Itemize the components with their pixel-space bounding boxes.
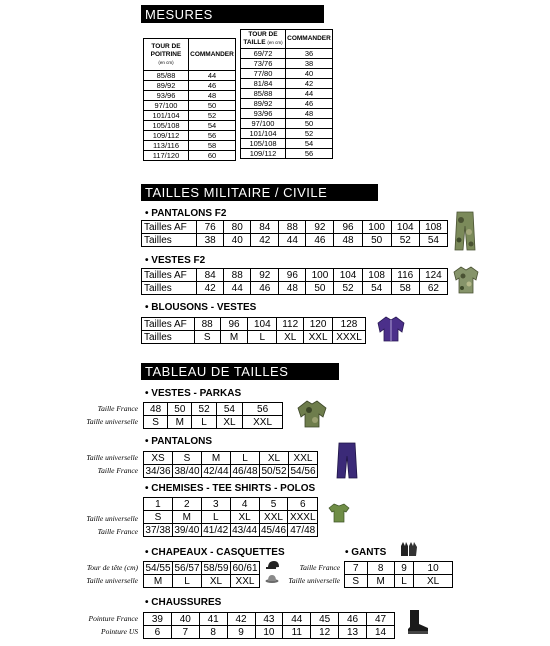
table-cell: 41/42 bbox=[203, 524, 229, 536]
chest-header: TOUR DE POITRINE (en cm) bbox=[144, 39, 189, 71]
chemises-table bbox=[143, 497, 318, 537]
table-cell: 42 bbox=[197, 282, 224, 295]
table-cell: 50 bbox=[306, 282, 334, 295]
table-cell: 58 bbox=[391, 282, 419, 295]
hat-icon bbox=[265, 574, 279, 584]
table-cell: 47 bbox=[367, 613, 395, 626]
green-tshirt-icon bbox=[328, 503, 350, 523]
table-cell: 97/100 bbox=[144, 101, 189, 111]
table-cell: 116 bbox=[391, 269, 419, 282]
table-cell: 12 bbox=[311, 626, 339, 639]
table-cell: 108 bbox=[419, 221, 447, 234]
table-cell: 104 bbox=[248, 318, 277, 331]
table-cell: M bbox=[202, 452, 231, 465]
table-cell: 10 bbox=[255, 626, 283, 639]
table-cell: S bbox=[144, 416, 168, 429]
table-cell: XL bbox=[202, 575, 231, 588]
pant-label-universelle: Taille universelle bbox=[86, 453, 138, 462]
table-row bbox=[144, 452, 318, 465]
table-cell: 54/55 bbox=[145, 562, 171, 574]
table-cell: 54 bbox=[189, 121, 236, 131]
mesures-header bbox=[141, 5, 324, 23]
table-cell: 84 bbox=[251, 221, 279, 234]
table-row bbox=[144, 111, 236, 121]
table-cell: 69/72 bbox=[241, 49, 286, 59]
table-cell: 8 bbox=[199, 626, 227, 639]
table-cell: 100 bbox=[362, 221, 391, 234]
table-cell: L bbox=[248, 331, 277, 344]
table-cell: 96 bbox=[279, 269, 306, 282]
table-cell: 37/38 bbox=[145, 524, 171, 536]
chap-label-universelle: Taille universelle bbox=[86, 576, 138, 585]
table-cell: 104 bbox=[334, 269, 362, 282]
table-cell: 101/104 bbox=[241, 129, 286, 139]
table-cell: 42 bbox=[286, 79, 333, 89]
table-cell: 44 bbox=[189, 71, 236, 81]
order-header: COMMANDER bbox=[286, 30, 333, 49]
table-cell: 85/88 bbox=[241, 89, 286, 99]
table-cell: 1 bbox=[144, 498, 173, 511]
table-cell: 43 bbox=[255, 613, 283, 626]
table-cell: 92 bbox=[251, 269, 279, 282]
table-cell: 76 bbox=[197, 221, 224, 234]
table-cell: 45 bbox=[311, 613, 339, 626]
chest-measure-table bbox=[143, 38, 236, 161]
table-cell: 85/88 bbox=[144, 71, 189, 81]
table-cell: XXXL bbox=[333, 331, 366, 344]
table-row bbox=[345, 562, 453, 575]
table-cell: 80 bbox=[224, 221, 251, 234]
table-row bbox=[144, 626, 395, 639]
table-row bbox=[144, 141, 236, 151]
table-cell: 42 bbox=[251, 234, 279, 247]
table-cell: 92 bbox=[306, 221, 334, 234]
table-cell: S bbox=[194, 331, 220, 344]
chap-label-tour: Tour de tête (cm) bbox=[86, 563, 138, 572]
chaus-label-france: Pointure France bbox=[88, 614, 138, 623]
table-row bbox=[144, 71, 236, 81]
row-label: Tailles AF bbox=[142, 221, 197, 234]
vestes-f2-heading: • VESTES F2 bbox=[145, 255, 206, 266]
table-cell: 4 bbox=[230, 498, 259, 511]
chaussures-heading: • CHAUSSURES bbox=[145, 597, 222, 608]
tableau-title: TABLEAU DE TAILLES bbox=[145, 364, 289, 379]
table-cell: 48 bbox=[334, 234, 362, 247]
row-label: Tailles AF bbox=[142, 269, 197, 282]
table-cell: 11 bbox=[283, 626, 311, 639]
chem-label-universelle: Taille universelle bbox=[86, 514, 138, 523]
table-cell: 88 bbox=[194, 318, 220, 331]
table-cell: 6 bbox=[288, 498, 318, 511]
table-cell: M bbox=[168, 416, 192, 429]
purple-pants-icon bbox=[336, 442, 358, 480]
chapeaux-heading: • CHAPEAUX - CASQUETTES bbox=[145, 547, 285, 558]
table-row bbox=[142, 331, 366, 344]
table-row bbox=[241, 89, 333, 99]
table-cell: 44 bbox=[283, 613, 311, 626]
table-cell: 7 bbox=[345, 562, 368, 575]
table-cell: 93/96 bbox=[241, 109, 286, 119]
row-label: Tailles bbox=[142, 282, 197, 295]
row-label: Tailles AF bbox=[142, 318, 195, 331]
table-cell: 39/40 bbox=[174, 524, 200, 536]
gants-label-france: Taille France bbox=[299, 563, 340, 572]
table-row bbox=[144, 101, 236, 111]
table-cell: 108 bbox=[362, 269, 391, 282]
vp-label-universelle: Taille universelle bbox=[86, 417, 138, 426]
table-cell: 9 bbox=[227, 626, 255, 639]
tableau-header bbox=[141, 363, 339, 380]
waist-header: TOUR DE TAILLE (en cm) bbox=[241, 30, 286, 49]
table-row bbox=[144, 403, 283, 416]
table-cell: 46/48 bbox=[232, 465, 258, 477]
camo-jacket-icon bbox=[453, 266, 479, 294]
table-row bbox=[142, 269, 448, 282]
table-cell: 60 bbox=[189, 151, 236, 161]
table-cell: 52 bbox=[334, 282, 362, 295]
pantalons-table bbox=[143, 451, 318, 478]
table-cell: 38/40 bbox=[174, 465, 200, 477]
table-cell: 104 bbox=[391, 221, 419, 234]
table-row bbox=[241, 69, 333, 79]
table-cell: L bbox=[192, 416, 216, 429]
table-cell: XXL bbox=[289, 452, 318, 465]
table-cell: 124 bbox=[419, 269, 447, 282]
table-cell: 84 bbox=[197, 269, 224, 282]
table-cell: 6 bbox=[144, 626, 172, 639]
table-cell: 45/46 bbox=[260, 524, 287, 536]
order-header: COMMANDER bbox=[189, 39, 236, 71]
table-cell: 48 bbox=[286, 109, 333, 119]
table-cell: 52 bbox=[391, 234, 419, 247]
pant-label-france: Taille France bbox=[97, 466, 138, 475]
table-cell: XXL bbox=[259, 511, 288, 524]
table-cell: 40 bbox=[171, 613, 199, 626]
table-cell: 36 bbox=[286, 49, 333, 59]
table-cell: 44 bbox=[286, 89, 333, 99]
table-cell: 14 bbox=[367, 626, 395, 639]
gants-heading: • GANTS bbox=[345, 547, 387, 558]
table-cell: 52 bbox=[192, 403, 216, 416]
table-row bbox=[241, 149, 333, 159]
table-cell: 105/108 bbox=[241, 139, 286, 149]
purple-jacket-icon bbox=[377, 316, 405, 342]
table-cell: 5 bbox=[259, 498, 288, 511]
table-cell: 88 bbox=[279, 221, 306, 234]
table-cell: 113/116 bbox=[144, 141, 189, 151]
table-row bbox=[241, 49, 333, 59]
table-cell: 97/100 bbox=[241, 119, 286, 129]
table-cell: 8 bbox=[367, 562, 394, 575]
table-cell: 73/76 bbox=[241, 59, 286, 69]
table-row bbox=[241, 109, 333, 119]
table-cell: S bbox=[144, 511, 173, 524]
table-cell: 38 bbox=[286, 59, 333, 69]
table-cell: 56/57 bbox=[174, 562, 200, 574]
table-row bbox=[142, 318, 366, 331]
table-cell: XXL bbox=[243, 416, 283, 429]
vestes-parkas-heading: • VESTES - PARKAS bbox=[145, 388, 242, 399]
table-cell: 120 bbox=[304, 318, 333, 331]
table-row bbox=[144, 416, 283, 429]
table-cell: 52 bbox=[286, 129, 333, 139]
table-row bbox=[241, 59, 333, 69]
table-cell: 39 bbox=[144, 613, 172, 626]
table-row bbox=[241, 139, 333, 149]
table-row bbox=[241, 129, 333, 139]
table-cell: 13 bbox=[339, 626, 367, 639]
table-cell: 9 bbox=[394, 562, 413, 575]
gants-label-universelle: Taille universelle bbox=[288, 576, 340, 585]
table-row bbox=[144, 562, 260, 575]
table-cell: 40 bbox=[224, 234, 251, 247]
table-cell: 46 bbox=[251, 282, 279, 295]
table-cell: 54/56 bbox=[290, 465, 316, 477]
table-cell: 58/59 bbox=[203, 562, 229, 574]
table-row bbox=[142, 282, 448, 295]
chapeaux-table bbox=[143, 561, 260, 588]
table-row bbox=[144, 131, 236, 141]
table-cell: XXL bbox=[231, 575, 260, 588]
table-cell: 7 bbox=[171, 626, 199, 639]
table-cell: 10 bbox=[414, 562, 453, 575]
table-cell: 54 bbox=[419, 234, 447, 247]
table-cell: L bbox=[201, 511, 230, 524]
table-row bbox=[144, 511, 318, 524]
table-cell: XXL bbox=[304, 331, 333, 344]
vp-label-france: Taille France bbox=[97, 404, 138, 413]
table-cell: 42/44 bbox=[203, 465, 229, 477]
table-cell: M bbox=[172, 511, 201, 524]
table-cell: 101/104 bbox=[144, 111, 189, 121]
table-cell: 60/61 bbox=[232, 562, 258, 574]
table-row bbox=[241, 119, 333, 129]
vestes-f2-table bbox=[141, 268, 448, 295]
table-row bbox=[345, 575, 453, 588]
table-cell: 46 bbox=[306, 234, 334, 247]
table-row bbox=[144, 121, 236, 131]
table-row bbox=[144, 465, 318, 478]
table-row bbox=[142, 221, 448, 234]
table-cell: 105/108 bbox=[144, 121, 189, 131]
table-cell: M bbox=[144, 575, 173, 588]
row-label: Tailles bbox=[142, 331, 195, 344]
table-row bbox=[142, 234, 448, 247]
table-cell: 54 bbox=[216, 403, 242, 416]
table-cell: 93/96 bbox=[144, 91, 189, 101]
table-cell: XL bbox=[230, 511, 259, 524]
table-cell: 88 bbox=[224, 269, 251, 282]
table-cell: 46 bbox=[189, 81, 236, 91]
table-cell: M bbox=[220, 331, 248, 344]
table-cell: 117/120 bbox=[144, 151, 189, 161]
table-cell: 2 bbox=[172, 498, 201, 511]
table-cell: 89/92 bbox=[144, 81, 189, 91]
table-cell: 50 bbox=[168, 403, 192, 416]
pantalons-heading: • PANTALONS bbox=[145, 436, 213, 447]
cap-icon bbox=[266, 560, 280, 570]
waist-measure-table bbox=[240, 29, 333, 159]
table-cell: 44 bbox=[224, 282, 251, 295]
mesures-title: MESURES bbox=[145, 7, 213, 22]
table-cell: 48 bbox=[279, 282, 306, 295]
table-row bbox=[144, 498, 318, 511]
blousons-vestes-heading: • BLOUSONS - VESTES bbox=[145, 302, 257, 313]
table-row bbox=[144, 91, 236, 101]
chem-label-france: Taille France bbox=[97, 527, 138, 536]
table-cell: 34/36 bbox=[145, 465, 171, 477]
table-cell: XL bbox=[414, 575, 453, 588]
table-cell: 128 bbox=[333, 318, 366, 331]
table-row bbox=[144, 524, 318, 537]
table-cell: 38 bbox=[197, 234, 224, 247]
table-cell: S bbox=[173, 452, 202, 465]
pantalons-f2-heading: • PANTALONS F2 bbox=[145, 208, 227, 219]
table-cell: 46 bbox=[339, 613, 367, 626]
chaus-label-us: Pointure US bbox=[100, 627, 138, 636]
table-cell: 48 bbox=[144, 403, 168, 416]
table-cell: XL bbox=[260, 452, 289, 465]
gants-table bbox=[344, 561, 453, 588]
camo-pants-icon bbox=[454, 210, 476, 252]
table-cell: M bbox=[367, 575, 394, 588]
table-row bbox=[144, 613, 395, 626]
boot-icon bbox=[406, 609, 430, 635]
table-cell: 47/48 bbox=[288, 524, 318, 537]
pantalons-f2-table bbox=[141, 220, 448, 247]
table-cell: 54 bbox=[286, 139, 333, 149]
table-row bbox=[144, 575, 260, 588]
table-cell: 109/112 bbox=[144, 131, 189, 141]
chaussures-table bbox=[143, 612, 395, 639]
table-cell: 42 bbox=[227, 613, 255, 626]
row-label: Tailles bbox=[142, 234, 197, 247]
table-cell: S bbox=[345, 575, 368, 588]
table-cell: 50 bbox=[286, 119, 333, 129]
table-cell: 109/112 bbox=[241, 149, 286, 159]
table-cell: 54 bbox=[362, 282, 391, 295]
table-cell: XS bbox=[144, 452, 173, 465]
table-cell: L bbox=[231, 452, 260, 465]
table-row bbox=[144, 81, 236, 91]
table-cell: 89/92 bbox=[241, 99, 286, 109]
table-cell: L bbox=[394, 575, 413, 588]
table-cell: 50/52 bbox=[261, 465, 287, 477]
blousons-vestes-table bbox=[141, 317, 366, 344]
table-cell: 77/80 bbox=[241, 69, 286, 79]
table-cell: 81/84 bbox=[241, 79, 286, 89]
table-cell: XXXL bbox=[289, 511, 316, 523]
table-cell: XL bbox=[216, 416, 242, 429]
table-cell: L bbox=[173, 575, 202, 588]
gloves-icon bbox=[399, 540, 419, 557]
table-cell: 46 bbox=[286, 99, 333, 109]
table-cell: 96 bbox=[334, 221, 362, 234]
vestes-parkas-table bbox=[143, 402, 283, 429]
table-row bbox=[241, 99, 333, 109]
table-cell: 56 bbox=[286, 149, 333, 159]
table-row bbox=[241, 79, 333, 89]
table-cell: 62 bbox=[419, 282, 447, 295]
table-cell: 43/44 bbox=[232, 524, 258, 536]
table-cell: 100 bbox=[306, 269, 334, 282]
table-cell: 112 bbox=[277, 318, 304, 331]
table-cell: 52 bbox=[189, 111, 236, 121]
chemises-heading: • CHEMISES - TEE SHIRTS - POLOS bbox=[145, 483, 316, 494]
table-row bbox=[144, 151, 236, 161]
militaire-title: TAILLES MILITAIRE / CIVILE bbox=[145, 185, 328, 200]
table-cell: 40 bbox=[286, 69, 333, 79]
camo-parka-icon bbox=[297, 400, 327, 428]
table-cell: 58 bbox=[189, 141, 236, 151]
table-cell: 41 bbox=[199, 613, 227, 626]
table-cell: 50 bbox=[189, 101, 236, 111]
table-cell: 56 bbox=[189, 131, 236, 141]
table-cell: 44 bbox=[279, 234, 306, 247]
table-cell: XL bbox=[277, 331, 304, 344]
table-cell: 50 bbox=[362, 234, 391, 247]
table-cell: 3 bbox=[201, 498, 230, 511]
table-cell: 48 bbox=[189, 91, 236, 101]
table-cell: 56 bbox=[243, 403, 283, 416]
table-cell: 96 bbox=[220, 318, 248, 331]
militaire-header bbox=[141, 184, 378, 201]
